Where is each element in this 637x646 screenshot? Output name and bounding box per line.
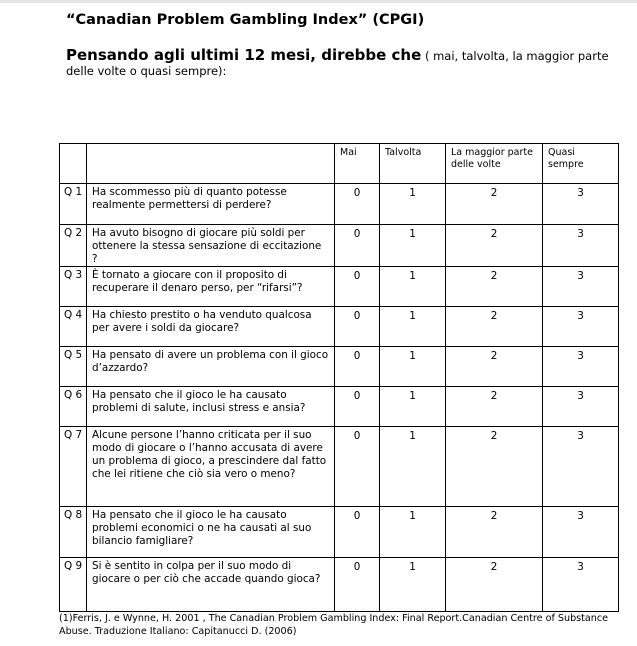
table-row bbox=[60, 307, 619, 347]
header-maggior-parte: La maggior parte delle volte bbox=[446, 144, 543, 184]
question-text: Si è sentito in colpa per il suo modo di giocare o per ciò che accade quando gioca? bbox=[87, 558, 335, 612]
header-mai: Mai bbox=[335, 144, 380, 184]
table-row bbox=[60, 184, 619, 225]
score-talvolta: 1 bbox=[380, 427, 446, 507]
score-talvolta: 1 bbox=[380, 507, 446, 558]
intro-rest: ( mai, talvolta, la maggior parte delle volte o quasi sempre): bbox=[66, 49, 609, 78]
question-text: Ha avuto bisogno di giocare più soldi per ottenere la stessa sensazione di eccitazione ? bbox=[87, 225, 335, 267]
score-mai: 0 bbox=[335, 427, 380, 507]
score-talvolta: 1 bbox=[380, 184, 446, 225]
score-maggior-parte: 2 bbox=[446, 267, 543, 307]
question-text: Alcune persone l’hanno criticata per il suo modo di giocare o l’hanno accusata di avere un problema di gioco, a prescindere dal fatto che lei ritiene che ciò sia vero o meno? bbox=[87, 427, 335, 507]
score-talvolta: 1 bbox=[380, 225, 446, 267]
table-row bbox=[60, 225, 619, 267]
header-row bbox=[60, 144, 619, 184]
header-question bbox=[87, 144, 335, 184]
score-maggior-parte: 2 bbox=[446, 558, 543, 612]
score-mai: 0 bbox=[335, 347, 380, 387]
header-quasi-sempre: Quasi sempre bbox=[543, 144, 619, 184]
question-number: Q 4 bbox=[60, 307, 87, 347]
intro-bold: Pensando agli ultimi 12 mesi, direbbe che bbox=[66, 46, 422, 64]
question-number: Q 6 bbox=[60, 387, 87, 427]
table-row bbox=[60, 267, 619, 307]
score-quasi-sempre: 3 bbox=[543, 387, 619, 427]
score-mai: 0 bbox=[335, 507, 380, 558]
footnote: (1)Ferris, J. e Wynne, H. 2001 , The Canadian Problem Gambling Index: Final Report.Canadian Centre of Substance Abuse. Traduzione Italiano: Capitanucci D. (2006) bbox=[59, 613, 609, 637]
score-quasi-sempre: 3 bbox=[543, 427, 619, 507]
score-maggior-parte: 2 bbox=[446, 347, 543, 387]
score-maggior-parte: 2 bbox=[446, 427, 543, 507]
question-number: Q 5 bbox=[60, 347, 87, 387]
score-mai: 0 bbox=[335, 387, 380, 427]
table-row bbox=[60, 558, 619, 612]
question-text: È tornato a giocare con il proposito di recuperare il denaro perso, per “rifarsi”? bbox=[87, 267, 335, 307]
score-talvolta: 1 bbox=[380, 267, 446, 307]
score-quasi-sempre: 3 bbox=[543, 225, 619, 267]
score-maggior-parte: 2 bbox=[446, 225, 543, 267]
question-text: Ha pensato che il gioco le ha causato problemi di salute, inclusi stress e ansia? bbox=[87, 387, 335, 427]
score-quasi-sempre: 3 bbox=[543, 307, 619, 347]
table-row bbox=[60, 507, 619, 558]
score-quasi-sempre: 3 bbox=[543, 558, 619, 612]
question-number: Q 7 bbox=[60, 427, 87, 507]
question-number: Q 3 bbox=[60, 267, 87, 307]
question-text: Ha pensato di avere un problema con il gioco d’azzardo? bbox=[87, 347, 335, 387]
score-mai: 0 bbox=[335, 558, 380, 612]
table-row bbox=[60, 387, 619, 427]
score-maggior-parte: 2 bbox=[446, 307, 543, 347]
score-quasi-sempre: 3 bbox=[543, 267, 619, 307]
score-maggior-parte: 2 bbox=[446, 387, 543, 427]
table-row bbox=[60, 427, 619, 507]
header-talvolta: Talvolta bbox=[380, 144, 446, 184]
score-mai: 0 bbox=[335, 184, 380, 225]
score-quasi-sempre: 3 bbox=[543, 347, 619, 387]
question-text: Ha scommesso più di quanto potesse realmente permettersi di perdere? bbox=[87, 184, 335, 225]
score-talvolta: 1 bbox=[380, 387, 446, 427]
question-number: Q 1 bbox=[60, 184, 87, 225]
question-number: Q 9 bbox=[60, 558, 87, 612]
question-number: Q 2 bbox=[60, 225, 87, 267]
table-row bbox=[60, 347, 619, 387]
score-talvolta: 1 bbox=[380, 307, 446, 347]
question-text: Ha pensato che il gioco le ha causato problemi economici o ne ha causati al suo bilancio famigliare? bbox=[87, 507, 335, 558]
score-maggior-parte: 2 bbox=[446, 184, 543, 225]
question-text: Ha chiesto prestito o ha venduto qualcosa per avere i soldi da giocare? bbox=[87, 307, 335, 347]
score-talvolta: 1 bbox=[380, 347, 446, 387]
score-quasi-sempre: 3 bbox=[543, 507, 619, 558]
cpgi-table bbox=[59, 143, 619, 612]
score-mai: 0 bbox=[335, 307, 380, 347]
header-q bbox=[60, 144, 87, 184]
score-quasi-sempre: 3 bbox=[543, 184, 619, 225]
intro-text bbox=[66, 48, 626, 79]
score-mai: 0 bbox=[335, 225, 380, 267]
page-edge bbox=[0, 0, 637, 3]
question-number: Q 8 bbox=[60, 507, 87, 558]
document-title: “Canadian Problem Gambling Index” (CPGI) bbox=[66, 12, 425, 28]
score-talvolta: 1 bbox=[380, 558, 446, 612]
score-maggior-parte: 2 bbox=[446, 507, 543, 558]
score-mai: 0 bbox=[335, 267, 380, 307]
